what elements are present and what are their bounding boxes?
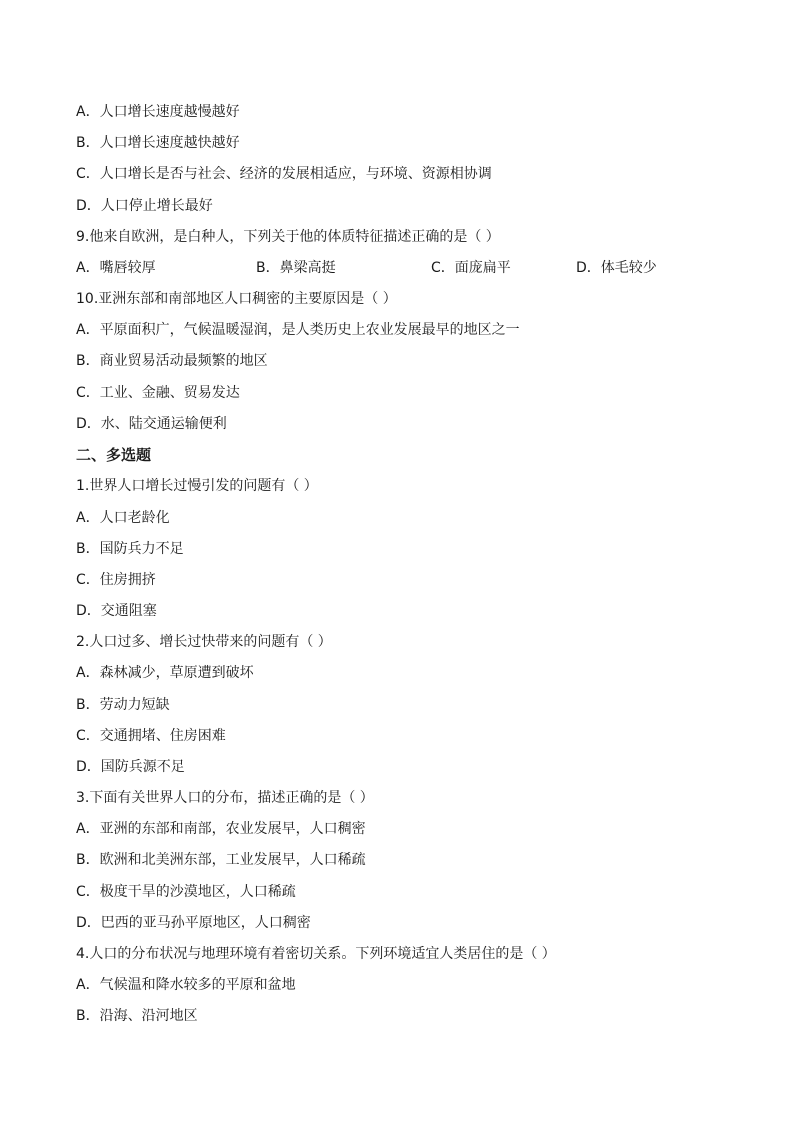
m1-option-b: B．国防兵力不足 xyxy=(76,541,184,557)
m2-option-a: A．森林减少，草原遭到破坏 xyxy=(76,665,254,681)
q9-option-b: B．鼻梁高挺 xyxy=(256,260,336,276)
q9-option-d: D．体毛较少 xyxy=(576,260,657,276)
q10-option-c: C．工业、金融、贸易发达 xyxy=(76,385,240,401)
m3-option-d: D．巴西的亚马孙平原地区，人口稠密 xyxy=(76,915,311,931)
q9-option-a: A．嘴唇较厚 xyxy=(76,260,156,276)
m1-option-c: C．住房拥挤 xyxy=(76,572,156,588)
q8-option-c: C．人口增长是否与社会、经济的发展相适应，与环境、资源相协调 xyxy=(76,166,492,182)
q10-option-a: A．平原面积广，气候温暖湿润，是人类历史上农业发展最早的地区之一 xyxy=(76,322,520,338)
m4-option-b: B．沿海、沿河地区 xyxy=(76,1008,198,1024)
m1-option-a: A．人口老龄化 xyxy=(76,510,170,526)
m2-option-b: B．劳动力短缺 xyxy=(76,697,170,713)
q10-option-b: B．商业贸易活动最频繁的地区 xyxy=(76,353,268,369)
m1-stem: 1.世界人口增长过慢引发的问题有（ ） xyxy=(76,478,318,494)
q8-option-a: A．人口增长速度越慢越好 xyxy=(76,104,240,120)
q10-stem: 10.亚洲东部和南部地区人口稠密的主要原因是（ ） xyxy=(76,291,397,307)
m3-stem: 3.下面有关世界人口的分布，描述正确的是（ ） xyxy=(76,790,374,806)
m1-option-d: D．交通阻塞 xyxy=(76,603,157,619)
m2-option-c: C．交通拥堵、住房困难 xyxy=(76,728,226,744)
q9-option-c: C．面庞扁平 xyxy=(431,260,511,276)
q10-option-d: D．水、陆交通运输便利 xyxy=(76,416,227,432)
m3-option-c: C．极度干旱的沙漠地区，人口稀疏 xyxy=(76,884,296,900)
q8-option-d: D．人口停止增长最好 xyxy=(76,198,213,214)
q8-option-b: B．人口增长速度越快越好 xyxy=(76,135,240,151)
m3-option-a: A．亚洲的东部和南部，农业发展早，人口稠密 xyxy=(76,821,366,837)
q9-stem: 9.他来自欧洲，是白种人，下列关于他的体质特征描述正确的是（ ） xyxy=(76,229,500,245)
m3-option-b: B．欧洲和北美洲东部，工业发展早，人口稀疏 xyxy=(76,852,366,868)
m2-stem: 2.人口过多、增长过快带来的问题有（ ） xyxy=(76,634,332,650)
m4-stem: 4.人口的分布状况与地理环境有着密切关系。下列环境适宜人类居住的是（ ） xyxy=(76,946,556,962)
q9-options-row xyxy=(76,259,696,277)
section-heading-multiple-choice: 二、多选题 xyxy=(76,446,152,464)
m2-option-d: D．国防兵源不足 xyxy=(76,759,185,775)
m4-option-a: A．气候温和降水较多的平原和盆地 xyxy=(76,977,296,993)
